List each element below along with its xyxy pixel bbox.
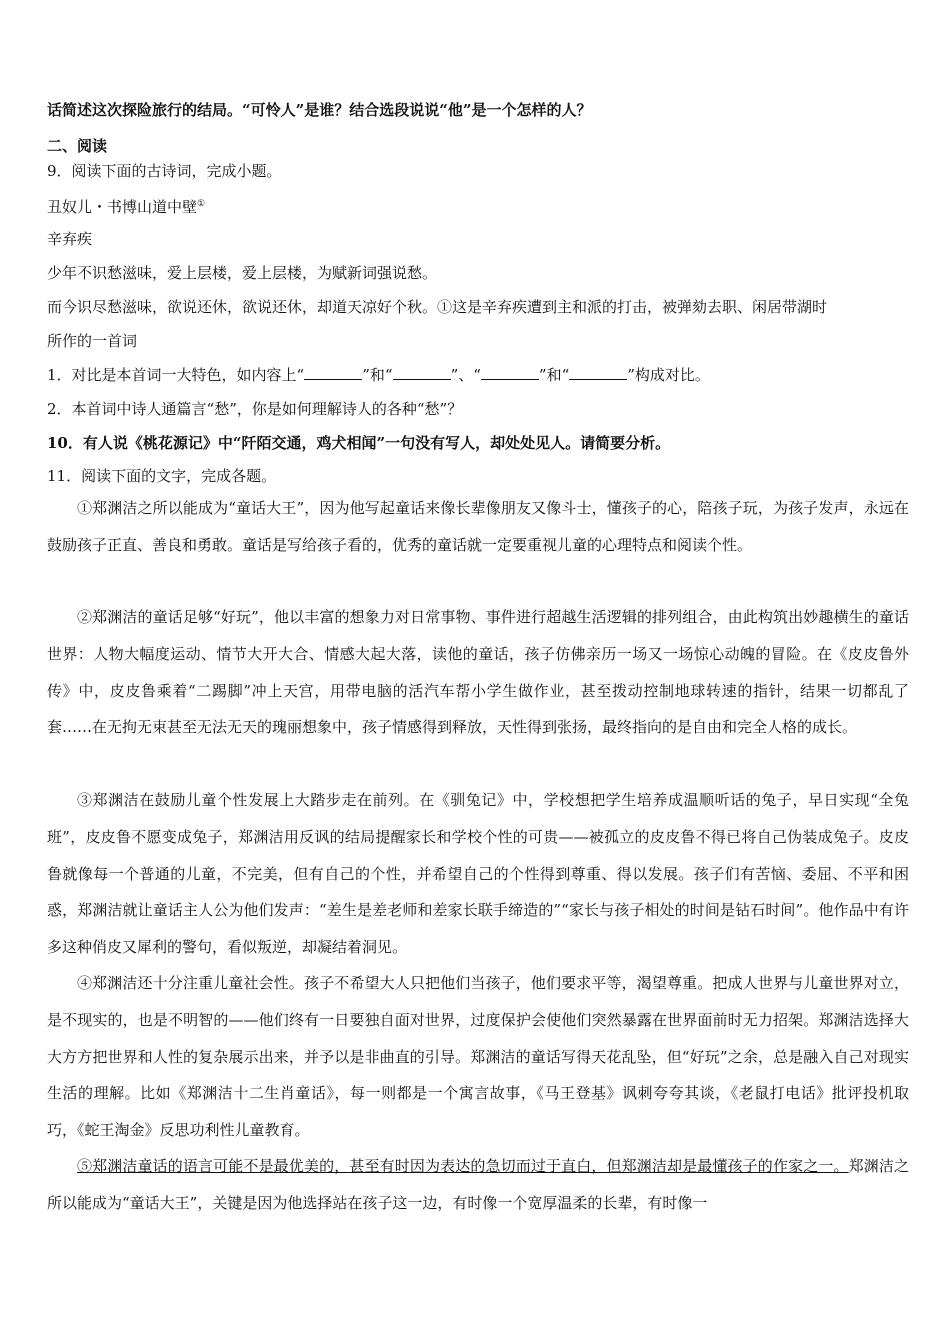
sub1-part-b: ”和“: [362, 366, 393, 384]
question-8-tail: 话简述这次探险旅行的结局。“可怜人”是谁？结合选段说说“他”是一个怎样的人？: [47, 101, 592, 119]
sub1-part-d: ”和“: [538, 366, 570, 384]
passage-paragraph-3: ③郑渊洁在鼓励儿童个性发展上大踏步走在前列。在《驯兔记》中，学校想把学生培养成温顺听话的兔子，早日实现“全兔班”，皮皮鲁不愿变成兔子，郑渊洁用反讽的结局提醒家长和学校个性的可贵——被孤立的皮皮鲁不得已将自己伪装成兔子。皮皮鲁就像每一个普通的儿童，不完美，但有自己的个性，并希望自己的个性得到尊重、得以发展。孩子们有苦恼、委屈、不平和困惑，郑渊洁就让童话主人公为他们发声：“差生是差老师和差家长联手缔造的”“家长与孩子相处的时间是钻石时间”。他作品中有许多这种俏皮又犀利的警句，看似叛逆，却凝结着洞见。: [47, 791, 909, 957]
sub1-part-e: ”构成对比。: [627, 366, 710, 384]
answer-blank[interactable]: [393, 365, 451, 380]
poem-line-2-cont: 所作的一首词: [47, 332, 138, 350]
answer-blank[interactable]: [481, 365, 539, 380]
passage-paragraph-2: ②郑渊洁的童话足够“好玩”，他以丰富的想象力对日常事物、事件进行超越生活逻辑的排列组合，由此构筑出妙趣横生的童话世界：人物大幅度运动、情节大开大合、情感大起大落，读他的童话，孩子仿佛亲历一场又一场惊心动魄的冒险。在《皮皮鲁外传》中，皮皮鲁乘着“二踢脚”冲上天宫，用带电脑的活汽车帮小学生做作业，甚至拨动控制地球转速的指针，结果一切都乱了套……在无拘无束甚至无法无天的瑰丽想象中，孩子情感得到释放，天性得到张扬，最终指向的是自由和完全人格的成长。: [47, 608, 909, 737]
sub-question-2: 2．本首词中诗人通篇言“愁”，你是如何理解诗人的各种“愁”？: [47, 400, 463, 418]
poem-author: 辛弃疾: [47, 230, 93, 248]
underlined-sentence: ⑤郑渊洁童话的语言可能不是最优美的，甚至有时因为表达的急切而过于直白，但郑渊洁却是最懂孩子的作家之一。: [77, 1157, 849, 1175]
passage-paragraph-4: ④郑渊洁还十分注重儿童社会性。孩子不希望大人只把他们当孩子，他们要求平等，渴望尊重。把成人世界与儿童世界对立，是不现实的，也是不明智的——他们终有一日要独自面对世界，过度保护会使他们突然暴露在世界面前时无力招架。郑渊洁选择大大方方把世界和人性的复杂展示出来，并予以是非曲直的引导。郑渊洁的童话写得天花乱坠，但“好玩”之余，总是融入自己对现实生活的理解。比如《郑渊洁十二生肖童话》，每一则都是一个寓言故事，《马王登基》讽刺夸夸其谈，《老鼠打电话》批评投机取巧，《蛇王淘金》反思功利性儿童教育。: [47, 974, 909, 1140]
question-11-stem: 11．阅读下面的文字，完成各题。: [47, 467, 277, 485]
poem-line-1: 少年不识愁滋味，爱上层楼，爱上层楼，为赋新词强说愁。: [47, 264, 438, 282]
section-title: 二、阅读: [47, 137, 108, 155]
question-9-stem: 9．阅读下面的古诗词，完成小题。: [47, 162, 282, 180]
poem-line-2: 而今识尽愁滋味，欲说还休，欲说还休，却道天凉好个秋。①这是辛弃疾遭到主和派的打击，被弹劾去职、闲居带湖时: [47, 298, 828, 316]
answer-blank[interactable]: [304, 365, 362, 380]
passage-paragraph-1: ①郑渊洁之所以能成为“童话大王”，因为他写起童话来像长辈像朋友又像斗士，懂孩子的心，陪孩子玩，为孩子发声，永远在鼓励孩子正直、善良和勇敢。童话是写给孩子看的，优秀的童话就一定要重视儿童的心理特点和阅读个性。: [47, 499, 909, 554]
poem-title-text: 丑奴儿・书博山道中壁: [47, 198, 198, 216]
footnote-mark: ①: [197, 199, 206, 209]
sub1-part-a: 1．对比是本首词一大特色，如内容上“: [47, 366, 305, 384]
answer-blank[interactable]: [569, 365, 627, 380]
poem-title: [47, 193, 205, 218]
sub-question-1: [47, 364, 710, 386]
question-10: 10．有人说《桃花源记》中“阡陌交通，鸡犬相闻”一句没有写人，却处处见人。请简要分析。: [47, 434, 671, 452]
passage-paragraph-5: [47, 1148, 909, 1222]
sub1-part-c: ”、“: [450, 366, 481, 384]
paragraph-5-rest: 郑渊洁之所以能成为“童话大王”，关键是因为他选择站在孩子这一边，有时像一个宽厚温柔的长辈，有时像一: [47, 1157, 909, 1212]
